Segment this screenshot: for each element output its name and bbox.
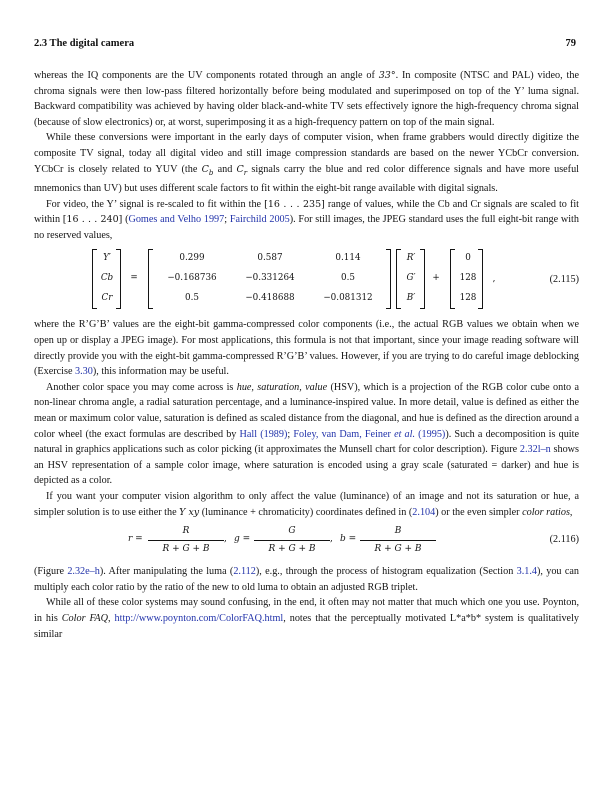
text: et al.: [394, 428, 416, 440]
text: Another color space you may come across is: [46, 381, 237, 393]
matrix-cell: −0.418688: [245, 293, 295, 304]
text: ), you can multiply each color ratio by the ratio of the new to old luma to obtain an adjusted RGB triplet.: [34, 566, 579, 593]
subscript: b: [208, 168, 214, 177]
text: ,: [108, 612, 115, 624]
matrix-cell: 0.114: [335, 253, 361, 264]
text: ) or the even simpler: [435, 506, 523, 518]
text: (HSV), which is a projection of the RGB color cube onto a non-linear chroma angle, a radial saturation percentage, and a luminance-inspired value. In more detail, value is defined as either the mean or maximum color value, saturation is defined as scaled distance from the diagonal, and hue is defined as the direction around a color wheel (the exact formulas are described by: [34, 381, 579, 440]
text: While these conversions were important in the early days of computer vision, when frame grabbers would directly digitize the composite TV signal, today all digital video and still image compression standards are based on the newer YCbCr conversion. YCbCr is closely related to YUV (the: [34, 132, 579, 175]
equation-2-116: [34, 524, 579, 558]
text: where the R’G’B’ values are the eight-bit gamma-compressed color components (i.e., the actual RGB values we obtain when we open up or display a JPEG image). For most applications, this formula is not that important, since your image reading software will directly provide you with the eight-bit gamma-compressed R’G’B’ values. However, if you are trying to do careful image deblocking (Exercise: [34, 319, 579, 378]
r-label: r =: [128, 534, 143, 545]
offset-cell: 128: [459, 273, 477, 284]
paragraph-3: [34, 197, 579, 244]
comma: ,: [330, 534, 333, 545]
cb-symbol: [202, 164, 214, 175]
comma: ,: [224, 534, 227, 545]
numerator: R: [182, 526, 190, 537]
text: ), e.g., through the process of histogram equalization (Section: [255, 566, 517, 578]
figure-link[interactable]: 2.32l–n: [519, 444, 551, 456]
text: (Figure: [34, 566, 68, 578]
equation-2-115: [34, 247, 579, 311]
range-video: [16 . . . 235]: [264, 198, 325, 210]
matrix-cell: 0.5: [185, 293, 199, 304]
text: and: [213, 163, 237, 175]
fraction-g: [254, 524, 330, 557]
exercise-link[interactable]: 3.30: [75, 366, 93, 378]
text: ). Such a decomposition is quite natural in graphics applications such as color picking (it approximates the Munsell chart for color description). Figure: [34, 428, 579, 456]
paragraph-8: [34, 595, 579, 642]
g-label: g =: [234, 534, 251, 545]
symbol: C: [236, 163, 244, 175]
denominator: R + G + B: [254, 540, 330, 558]
text: ), this information may be useful.: [92, 366, 229, 378]
figure-link[interactable]: 2.32e–h: [67, 566, 100, 578]
text: Foley, van Dam, Feiner: [293, 428, 395, 440]
section-title: 2.3 The digital camera: [34, 38, 135, 49]
text: , notes that the perceptually motivated L*a*b* system is qualitatively similar: [34, 612, 579, 640]
equation-link[interactable]: 2.104: [412, 506, 436, 518]
text: While all of these color systems may sound confusing, in the end, it often may not matter that much which one you use. Poynton, in his: [34, 597, 579, 624]
running-header: [34, 38, 576, 54]
offset-cell: 128: [459, 293, 477, 304]
b-label: b =: [340, 534, 357, 545]
equation-number: (2.115): [549, 274, 579, 286]
fraction-r: [148, 524, 224, 557]
paragraph-1: [34, 68, 579, 130]
equals-sign: =: [130, 273, 138, 284]
body-text: [34, 68, 579, 642]
matrix-cell: 0.5: [341, 273, 355, 284]
matrix-cell: 0.587: [257, 253, 283, 264]
url-link[interactable]: http://www.poynton.com/ColorFAQ.html: [114, 612, 284, 624]
matrix-cell: −0.168736: [167, 273, 217, 284]
paragraph-5: [34, 380, 579, 489]
matrix-cell: −0.081312: [323, 293, 373, 304]
text: range of values, while the Cb and Cr signals are scaled to fit within: [34, 198, 579, 226]
matrix-cell: 0.299: [179, 253, 205, 264]
bracket-left: [148, 249, 153, 309]
hsv-term: hue, saturation, value: [236, 381, 328, 393]
range-chroma: [16 . . . 240]: [62, 214, 123, 226]
text: (luminance + chromaticity) coordinates defined in (: [199, 506, 413, 518]
citation-link[interactable]: Hall (1989): [239, 428, 288, 440]
text: If you want your computer vision algorithm to only affect the value (luminance) of an image and not its saturation or hue, a simpler solution is to use either the: [34, 490, 579, 518]
equation-link[interactable]: 2.112: [233, 566, 256, 578]
text: (1995): [415, 428, 446, 440]
paragraph-4: [34, 317, 579, 379]
text: ,: [569, 506, 573, 518]
yxy-symbol: Y xy: [179, 506, 200, 518]
lhs-y: Y′: [103, 253, 111, 264]
section-link[interactable]: 3.1.4: [516, 566, 537, 578]
rgb-b: B′: [406, 293, 416, 304]
symbol: C: [201, 163, 209, 175]
matrix-cell: −0.331264: [245, 273, 295, 284]
fraction-b: [360, 524, 436, 557]
text: ). For still images, the JPEG standard uses the full eight-bit range with no reserved values,: [34, 214, 579, 241]
page-number: 79: [565, 38, 576, 49]
numerator: B: [394, 526, 402, 537]
paragraph-7: [34, 564, 579, 595]
citation-link[interactable]: Gomes and Velho 1997: [128, 214, 225, 226]
text: signals carry the blue and red color difference signals and have more useful mnemonics than UV) but uses different scale factors to fit within the eight-bit range available with digital signals.: [34, 163, 579, 195]
subscript: r: [243, 168, 248, 177]
text: (: [122, 214, 129, 226]
rgb-g: G′: [406, 273, 416, 284]
denominator: R + G + B: [148, 540, 224, 558]
paragraph-2: [34, 130, 579, 196]
text: . In composite (NTSC and PAL) video, the chroma signals were then low-pass filtered horizontally before being modulated and superimposed on top of the Y’ luma signal. Backward compatibility was achieved by having older black-and-white TV sets effectively ignore the high-frequency chroma signal (because of slow electronics) or, at worst, superimposing it as a high-frequency pattern on top of the main signal.: [34, 70, 579, 128]
paragraph-6: [34, 489, 579, 520]
equation-number: (2.116): [549, 534, 579, 546]
rgb-r: R′: [406, 253, 416, 264]
text: ). After manipulating the luma (: [99, 566, 234, 578]
text: ;: [224, 214, 230, 226]
plus-sign: +: [432, 273, 440, 284]
text: For video, the Y’ signal is re-scaled to fit within the: [46, 198, 265, 210]
text: shows an HSV representation of a sample color image, where saturation is encoded using a gray scale (saturated = darker) and hue is depicted as a color.: [34, 444, 579, 487]
lhs-cr: Cr: [101, 293, 113, 304]
bracket-right: [386, 249, 391, 309]
text: ;: [287, 428, 294, 440]
color-ratios-term: color ratios: [522, 506, 570, 518]
angle-value: 33°: [378, 70, 396, 81]
citation-link[interactable]: [293, 429, 445, 440]
color-faq-title: Color FAQ: [61, 612, 109, 624]
comma: ,: [492, 274, 496, 285]
lhs-cb: Cb: [100, 273, 114, 284]
numerator: G: [288, 526, 296, 537]
denominator: R + G + B: [360, 540, 436, 558]
citation-link[interactable]: Fairchild 2005: [229, 214, 290, 226]
text: whereas the IQ components are the UV components rotated through an angle of: [34, 70, 379, 81]
cr-symbol: [237, 164, 248, 175]
offset-cell: 0: [465, 253, 471, 264]
